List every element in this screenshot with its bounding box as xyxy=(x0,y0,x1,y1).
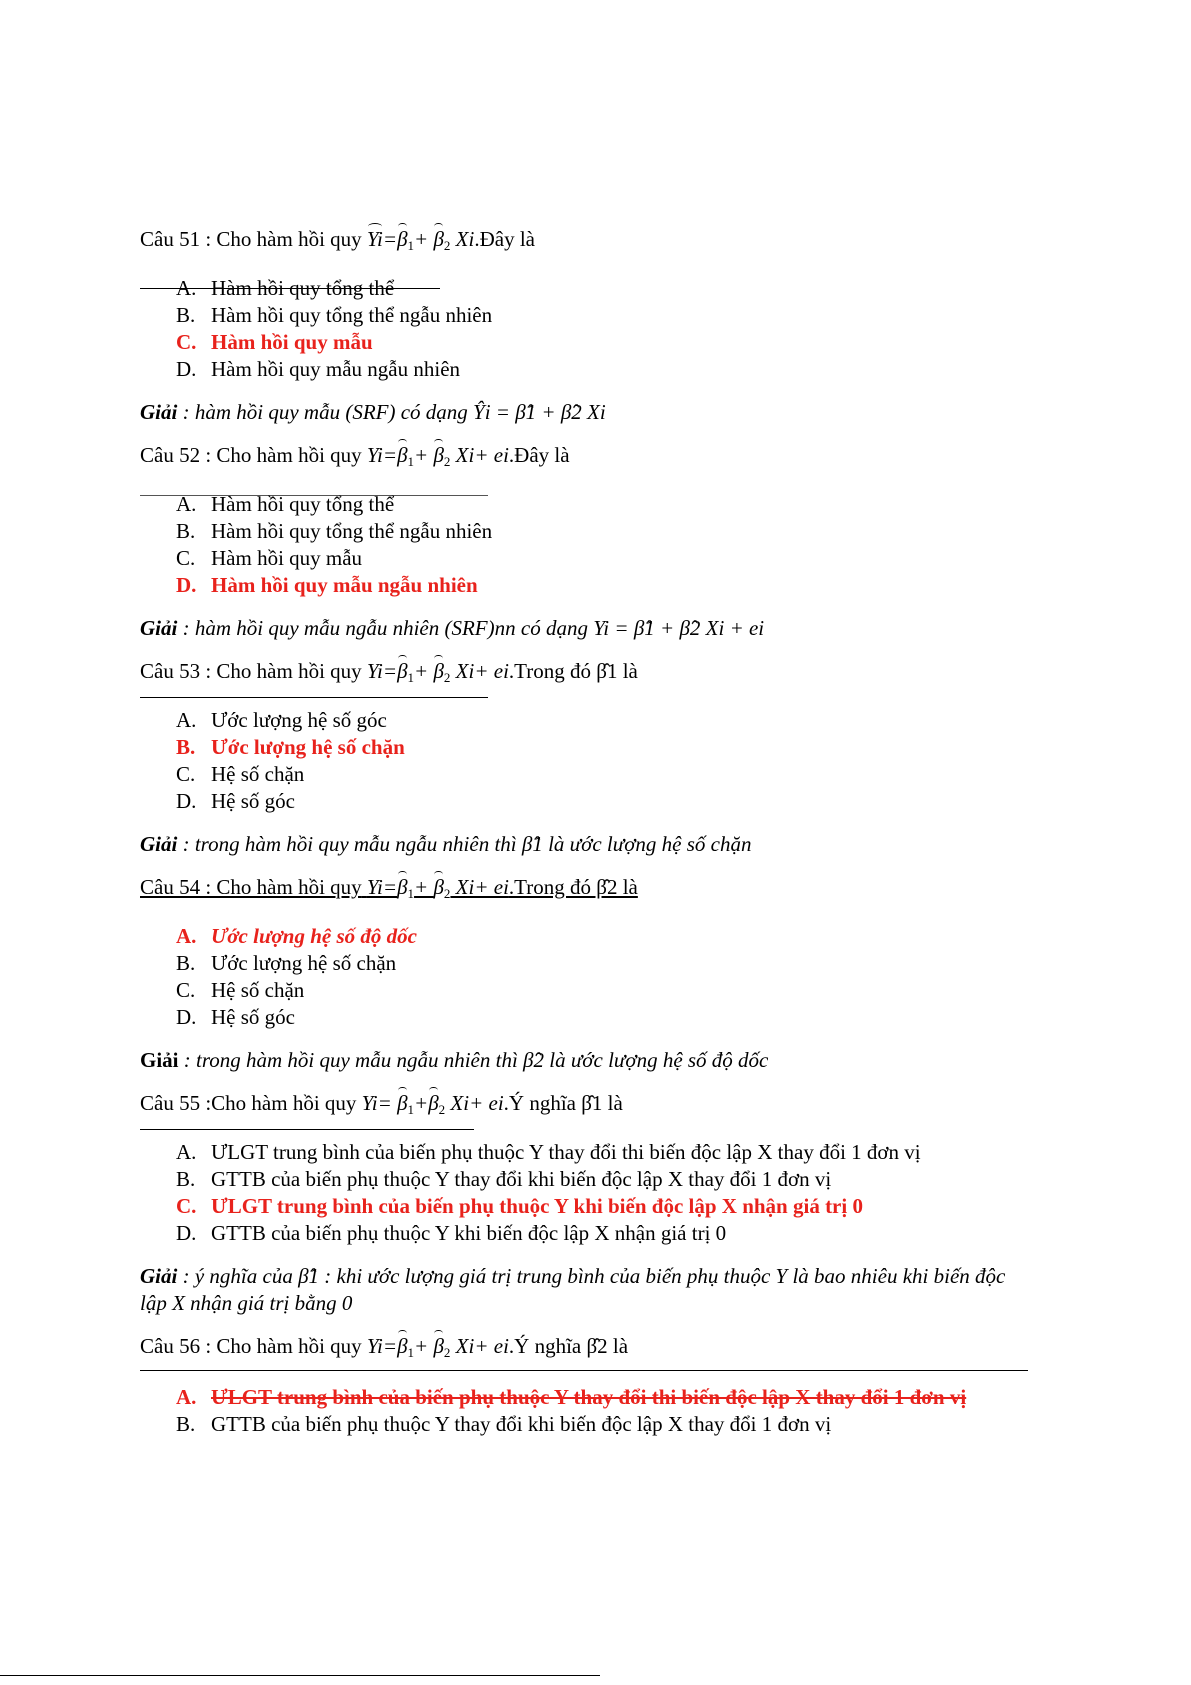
option-a[interactable]: A. Ước lượng hệ số góc xyxy=(176,708,387,732)
equation: $Yi=\beta_1+ \beta_2$ Xi xyxy=(366,227,475,253)
option-b[interactable]: B. Hàm hồi quy tổng thể ngẫu nhiên xyxy=(176,519,493,543)
option-a-correct[interactable]: A. ƯLGT trung bình của biến phụ thuộc Y thay đổi thi biến độc lập X thay đổi 1 đơn vị xyxy=(176,1385,967,1409)
options-list xyxy=(140,275,1040,383)
equation: $Yi=\beta_1+ \beta_2$ Xi+ ei xyxy=(366,875,509,901)
option-b[interactable]: B. Ước lượng hệ số chặn xyxy=(176,951,397,975)
option-a[interactable]: A. Hàm hồi quy tổng thể xyxy=(176,276,395,300)
solution-54: Giải : trong hàm hồi quy mẫu ngẫu nhiên thì β̂2 là ước lượng hệ số độ dốc xyxy=(140,1048,769,1072)
option-d[interactable]: D. GTTB của biến phụ thuộc Y khi biến độc lập X nhận giá trị 0 xyxy=(176,1221,727,1245)
option-a-correct[interactable]: A. Ước lượng hệ số độ dốc xyxy=(176,924,417,948)
divider-rule xyxy=(140,1129,474,1130)
options-list xyxy=(140,1384,1026,1438)
solution-51: Giải : hàm hồi quy mẫu (SRF) có dạng Ŷi = β̂1 + β̂2 Xi xyxy=(140,400,606,424)
option-b[interactable]: B. GTTB của biến phụ thuộc Y thay đổi khi biến độc lập X thay đổi 1 đơn vị xyxy=(176,1412,832,1436)
option-a[interactable]: A. ƯLGT trung bình của biến phụ thuộc Y thay đổi thi biến độc lập X thay đổi 1 đơn vị xyxy=(176,1140,921,1164)
question-suffix: .Đây là xyxy=(474,227,535,251)
option-d[interactable]: D. Hàm hồi quy mẫu ngẫu nhiên xyxy=(176,357,461,381)
divider-rule xyxy=(140,1370,1028,1371)
equation: $Yi=\beta_1+ \beta_2$ Xi+ ei xyxy=(366,443,509,469)
option-a[interactable]: A. Hàm hồi quy tổng thể xyxy=(176,492,395,516)
option-d-correct[interactable]: D. Hàm hồi quy mẫu ngẫu nhiên xyxy=(176,573,478,597)
question-51 xyxy=(140,226,1040,259)
option-c[interactable]: C. Hệ số chặn xyxy=(176,762,305,786)
divider-rule xyxy=(140,697,488,698)
option-d[interactable]: D. Hệ số góc xyxy=(176,1005,295,1029)
equation: $Yi=\beta_1+ \beta_2$ Xi+ ei xyxy=(366,1334,509,1360)
options-list xyxy=(140,923,1040,1031)
question-text: Câu 51 : Cho hàm hồi quy xyxy=(140,227,362,251)
question-55: Câu 55 :Cho hàm hồi quy $Yi= \beta_1+\beta_2$ Xi+ ei.Ý nghĩa β̂1 là xyxy=(140,1091,623,1117)
question-56: Câu 56 : Cho hàm hồi quy $Yi=\beta_1+ \beta_2$ Xi+ ei.Ý nghĩa β̂2 là xyxy=(140,1334,629,1360)
equation: $Yi=\beta_1+ \beta_2$ Xi+ ei xyxy=(366,659,509,685)
options-list xyxy=(140,707,1040,815)
question-54: Câu 54 : Cho hàm hồi quy $Yi=\beta_1+ \beta_2$ Xi+ ei.Trong đó β̂2 là xyxy=(140,875,638,901)
option-d[interactable]: D. Hệ số góc xyxy=(176,789,295,813)
option-c[interactable]: C. Hệ số chặn xyxy=(176,978,305,1002)
option-c-correct[interactable]: C. ƯLGT trung bình của biến phụ thuộc Y khi biến độc lập X nhận giá trị 0 xyxy=(176,1194,863,1218)
option-b[interactable]: B. GTTB của biến phụ thuộc Y thay đổi khi biến độc lập X thay đổi 1 đơn vị xyxy=(176,1167,832,1191)
question-52: Câu 52 : Cho hàm hồi quy $Yi=\beta_1+ \beta_2$ Xi+ ei.Đây là xyxy=(140,443,570,469)
question-53: Câu 53 : Cho hàm hồi quy $Yi=\beta_1+ \beta_2$ Xi+ ei.Trong đó β̂1 là xyxy=(140,659,638,685)
equation: $Yi= \beta_1+\beta_2$ Xi+ ei xyxy=(361,1091,504,1117)
document-page xyxy=(140,226,1040,1438)
option-c[interactable]: C. Hàm hồi quy mẫu xyxy=(176,546,363,570)
footer-rule xyxy=(0,1675,600,1676)
option-c-correct[interactable]: C. Hàm hồi quy mẫu xyxy=(176,330,373,354)
solution-55: Giải : ý nghĩa của β̂1 : khi ước lượng giá trị trung bình của biến phụ thuộc Y là bao nhiêu khi biến độc lập X nhận giá trị bằng 0 xyxy=(140,1264,1006,1315)
options-list xyxy=(140,491,1040,599)
option-b[interactable]: B. Hàm hồi quy tổng thể ngẫu nhiên xyxy=(176,303,493,327)
solution-53: Giải : trong hàm hồi quy mẫu ngẫu nhiên thì β̂1 là ước lượng hệ số chặn xyxy=(140,832,752,856)
options-list xyxy=(140,1139,1040,1247)
solution-52: Giải : hàm hồi quy mẫu ngẫu nhiên (SRF)nn có dạng Yi = β̂1 + β̂2 Xi + ei xyxy=(140,616,765,640)
option-b-correct[interactable]: B. Ước lượng hệ số chặn xyxy=(176,735,405,759)
